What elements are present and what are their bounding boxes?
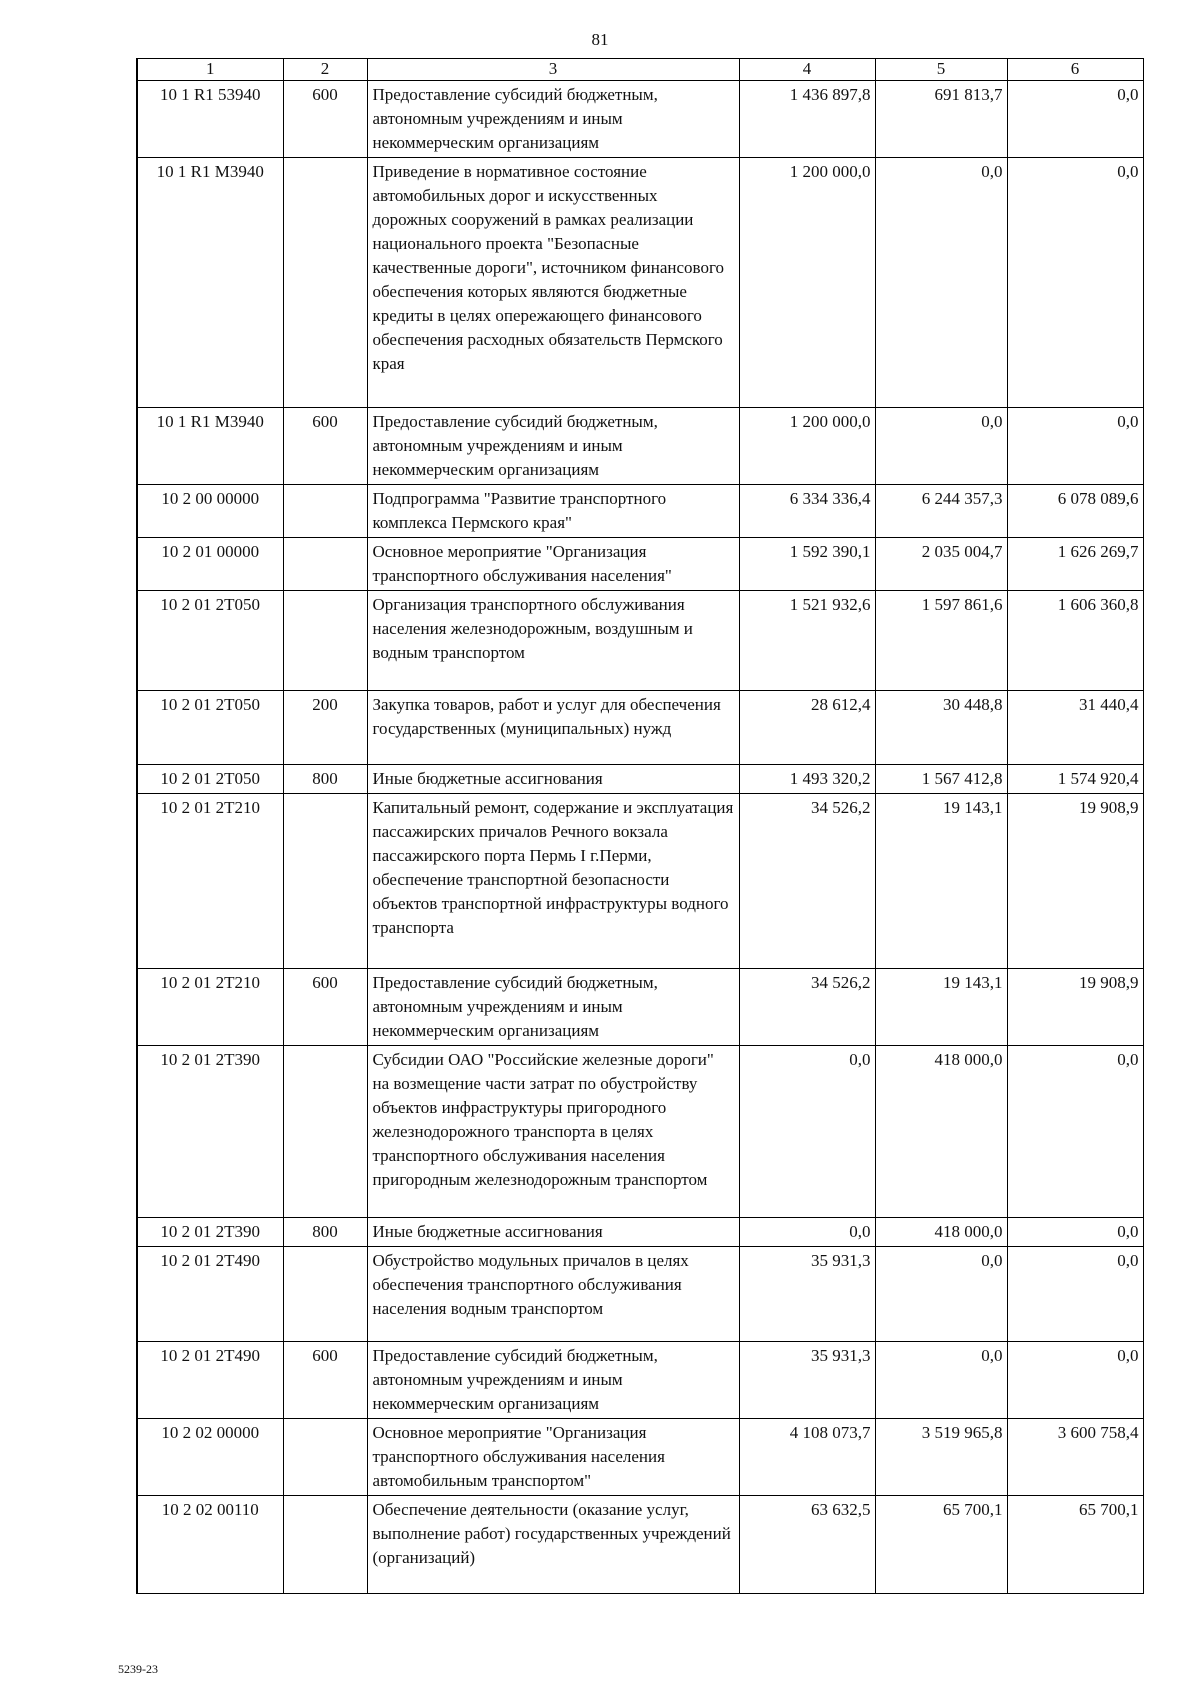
row-code-cell: 10 2 01 2T490 [137, 1247, 283, 1342]
row-amount-3-cell: 19 908,9 [1007, 969, 1143, 1046]
row-code-cell: 10 1 R1 M3940 [137, 158, 283, 408]
row-expense-type-cell: 800 [283, 765, 367, 794]
row-amount-3-cell: 6 078 089,6 [1007, 485, 1143, 538]
table-row [137, 158, 1143, 408]
column-header: 6 [1007, 59, 1143, 81]
row-name-cell: Организация транспортного обслуживания населения железнодорожным, воздушным и водным транспортом [367, 591, 739, 691]
row-code-cell: 10 2 00 00000 [137, 485, 283, 538]
row-code-cell: 10 2 02 00000 [137, 1419, 283, 1496]
row-expense-type-cell: 600 [283, 969, 367, 1046]
row-expense-type-cell: 600 [283, 1342, 367, 1419]
row-amount-1-cell: 1 493 320,2 [739, 765, 875, 794]
row-code-cell: 10 2 01 2T210 [137, 794, 283, 969]
row-name-cell: Иные бюджетные ассигнования [367, 765, 739, 794]
row-amount-1-cell: 1 200 000,0 [739, 408, 875, 485]
page-number: 81 [591, 30, 609, 49]
table-row [137, 1419, 1143, 1496]
table-row [137, 485, 1143, 538]
table-row [137, 81, 1143, 158]
row-name-cell: Основное мероприятие "Организация транспортного обслуживания населения автомобильным транспортом" [367, 1419, 739, 1496]
row-amount-1-cell: 1 592 390,1 [739, 538, 875, 591]
row-amount-1-cell: 1 436 897,8 [739, 81, 875, 158]
row-amount-2-cell: 19 143,1 [875, 794, 1007, 969]
row-code-cell: 10 2 01 2T390 [137, 1218, 283, 1247]
row-expense-type-cell [283, 1247, 367, 1342]
row-amount-2-cell: 0,0 [875, 408, 1007, 485]
row-amount-1-cell: 35 931,3 [739, 1247, 875, 1342]
row-amount-1-cell: 0,0 [739, 1218, 875, 1247]
row-amount-2-cell: 418 000,0 [875, 1046, 1007, 1218]
row-amount-1-cell: 34 526,2 [739, 969, 875, 1046]
row-amount-2-cell: 1 567 412,8 [875, 765, 1007, 794]
row-amount-2-cell: 1 597 861,6 [875, 591, 1007, 691]
row-code-cell: 10 2 01 2T050 [137, 691, 283, 765]
row-amount-2-cell: 418 000,0 [875, 1218, 1007, 1247]
table-row [137, 1342, 1143, 1419]
row-amount-2-cell: 30 448,8 [875, 691, 1007, 765]
row-amount-3-cell: 3 600 758,4 [1007, 1419, 1143, 1496]
row-name-cell: Обустройство модульных причалов в целях обеспечения транспортного обслуживания населения водным транспортом [367, 1247, 739, 1342]
row-code-cell: 10 2 01 2T050 [137, 591, 283, 691]
row-amount-3-cell: 1 606 360,8 [1007, 591, 1143, 691]
row-name-cell: Предоставление субсидий бюджетным, автономным учреждениям и иным некоммерческим организациям [367, 1342, 739, 1419]
row-name-cell: Приведение в нормативное состояние автомобильных дорог и искусственных дорожных сооружений в рамках реализации национального проекта "Безопасные качественные дороги", источником финансового обеспечения которых являются бюджетные кредиты в целях опережающего финансового обеспечения расходных обязательств Пермского края [367, 158, 739, 408]
row-expense-type-cell: 800 [283, 1218, 367, 1247]
budget-table [136, 58, 1144, 1594]
column-header: 3 [367, 59, 739, 81]
row-amount-3-cell: 0,0 [1007, 81, 1143, 158]
table-row [137, 591, 1143, 691]
row-amount-1-cell: 34 526,2 [739, 794, 875, 969]
row-amount-2-cell: 0,0 [875, 158, 1007, 408]
row-name-cell: Основное мероприятие "Организация транспортного обслуживания населения" [367, 538, 739, 591]
column-header: 4 [739, 59, 875, 81]
row-expense-type-cell [283, 485, 367, 538]
table-row [137, 1247, 1143, 1342]
row-amount-1-cell: 35 931,3 [739, 1342, 875, 1419]
row-expense-type-cell [283, 794, 367, 969]
row-amount-1-cell: 28 612,4 [739, 691, 875, 765]
row-name-cell: Субсидии ОАО "Российские железные дороги" на возмещение части затрат по обустройству объектов инфраструктуры пригородного железнодорожного транспорта в целях транспортного обслуживания населения пригородным железнодорожным транспортом [367, 1046, 739, 1218]
row-amount-3-cell: 0,0 [1007, 408, 1143, 485]
row-name-cell: Обеспечение деятельности (оказание услуг, выполнение работ) государственных учреждений (организаций) [367, 1496, 739, 1594]
row-name-cell: Предоставление субсидий бюджетным, автономным учреждениям и иным некоммерческим организациям [367, 408, 739, 485]
table-header-row [137, 59, 1143, 81]
row-amount-3-cell: 0,0 [1007, 1342, 1143, 1419]
row-amount-1-cell: 4 108 073,7 [739, 1419, 875, 1496]
row-expense-type-cell: 600 [283, 408, 367, 485]
row-code-cell: 10 2 01 2T210 [137, 969, 283, 1046]
table-row [137, 691, 1143, 765]
row-amount-1-cell: 0,0 [739, 1046, 875, 1218]
row-code-cell: 10 2 02 00110 [137, 1496, 283, 1594]
row-amount-3-cell: 31 440,4 [1007, 691, 1143, 765]
row-amount-3-cell: 0,0 [1007, 1247, 1143, 1342]
row-name-cell: Закупка товаров, работ и услуг для обеспечения государственных (муниципальных) нужд [367, 691, 739, 765]
row-amount-3-cell: 0,0 [1007, 1218, 1143, 1247]
row-amount-2-cell: 65 700,1 [875, 1496, 1007, 1594]
row-expense-type-cell [283, 1496, 367, 1594]
row-amount-2-cell: 0,0 [875, 1247, 1007, 1342]
row-amount-2-cell: 691 813,7 [875, 81, 1007, 158]
row-amount-1-cell: 1 521 932,6 [739, 591, 875, 691]
table-row [137, 408, 1143, 485]
row-amount-3-cell: 65 700,1 [1007, 1496, 1143, 1594]
row-amount-3-cell: 19 908,9 [1007, 794, 1143, 969]
table-row [137, 969, 1143, 1046]
row-code-cell: 10 1 R1 53940 [137, 81, 283, 158]
row-code-cell: 10 2 01 2T390 [137, 1046, 283, 1218]
row-amount-3-cell: 1 626 269,7 [1007, 538, 1143, 591]
row-amount-3-cell: 0,0 [1007, 158, 1143, 408]
row-expense-type-cell [283, 1046, 367, 1218]
row-name-cell: Подпрограмма "Развитие транспортного комплекса Пермского края" [367, 485, 739, 538]
row-expense-type-cell [283, 1419, 367, 1496]
row-expense-type-cell: 600 [283, 81, 367, 158]
row-amount-2-cell: 3 519 965,8 [875, 1419, 1007, 1496]
table-row [137, 1046, 1143, 1218]
table-row [137, 1496, 1143, 1594]
row-amount-2-cell: 19 143,1 [875, 969, 1007, 1046]
row-expense-type-cell [283, 158, 367, 408]
row-amount-1-cell: 6 334 336,4 [739, 485, 875, 538]
row-expense-type-cell [283, 591, 367, 691]
row-amount-2-cell: 2 035 004,7 [875, 538, 1007, 591]
row-amount-3-cell: 0,0 [1007, 1046, 1143, 1218]
row-amount-1-cell: 63 632,5 [739, 1496, 875, 1594]
row-name-cell: Предоставление субсидий бюджетным, автономным учреждениям и иным некоммерческим организациям [367, 81, 739, 158]
column-header: 5 [875, 59, 1007, 81]
row-amount-1-cell: 1 200 000,0 [739, 158, 875, 408]
column-header: 1 [137, 59, 283, 81]
column-header: 2 [283, 59, 367, 81]
row-expense-type-cell: 200 [283, 691, 367, 765]
row-amount-2-cell: 0,0 [875, 1342, 1007, 1419]
row-expense-type-cell [283, 538, 367, 591]
table-row [137, 794, 1143, 969]
row-code-cell: 10 2 01 2T050 [137, 765, 283, 794]
row-code-cell: 10 1 R1 M3940 [137, 408, 283, 485]
row-name-cell: Капитальный ремонт, содержание и эксплуатация пассажирских причалов Речного вокзала пассажирского порта Пермь I г.Перми, обеспечение транспортной безопасности объектов транспортной инфраструктуры водного транспорта [367, 794, 739, 969]
row-code-cell: 10 2 01 00000 [137, 538, 283, 591]
row-code-cell: 10 2 01 2T490 [137, 1342, 283, 1419]
row-name-cell: Иные бюджетные ассигнования [367, 1218, 739, 1247]
row-name-cell: Предоставление субсидий бюджетным, автономным учреждениям и иным некоммерческим организациям [367, 969, 739, 1046]
row-amount-3-cell: 1 574 920,4 [1007, 765, 1143, 794]
table-row [137, 1218, 1143, 1247]
row-amount-2-cell: 6 244 357,3 [875, 485, 1007, 538]
document-code: 5239-23 [118, 1662, 158, 1676]
table-row [137, 765, 1143, 794]
table-row [137, 538, 1143, 591]
